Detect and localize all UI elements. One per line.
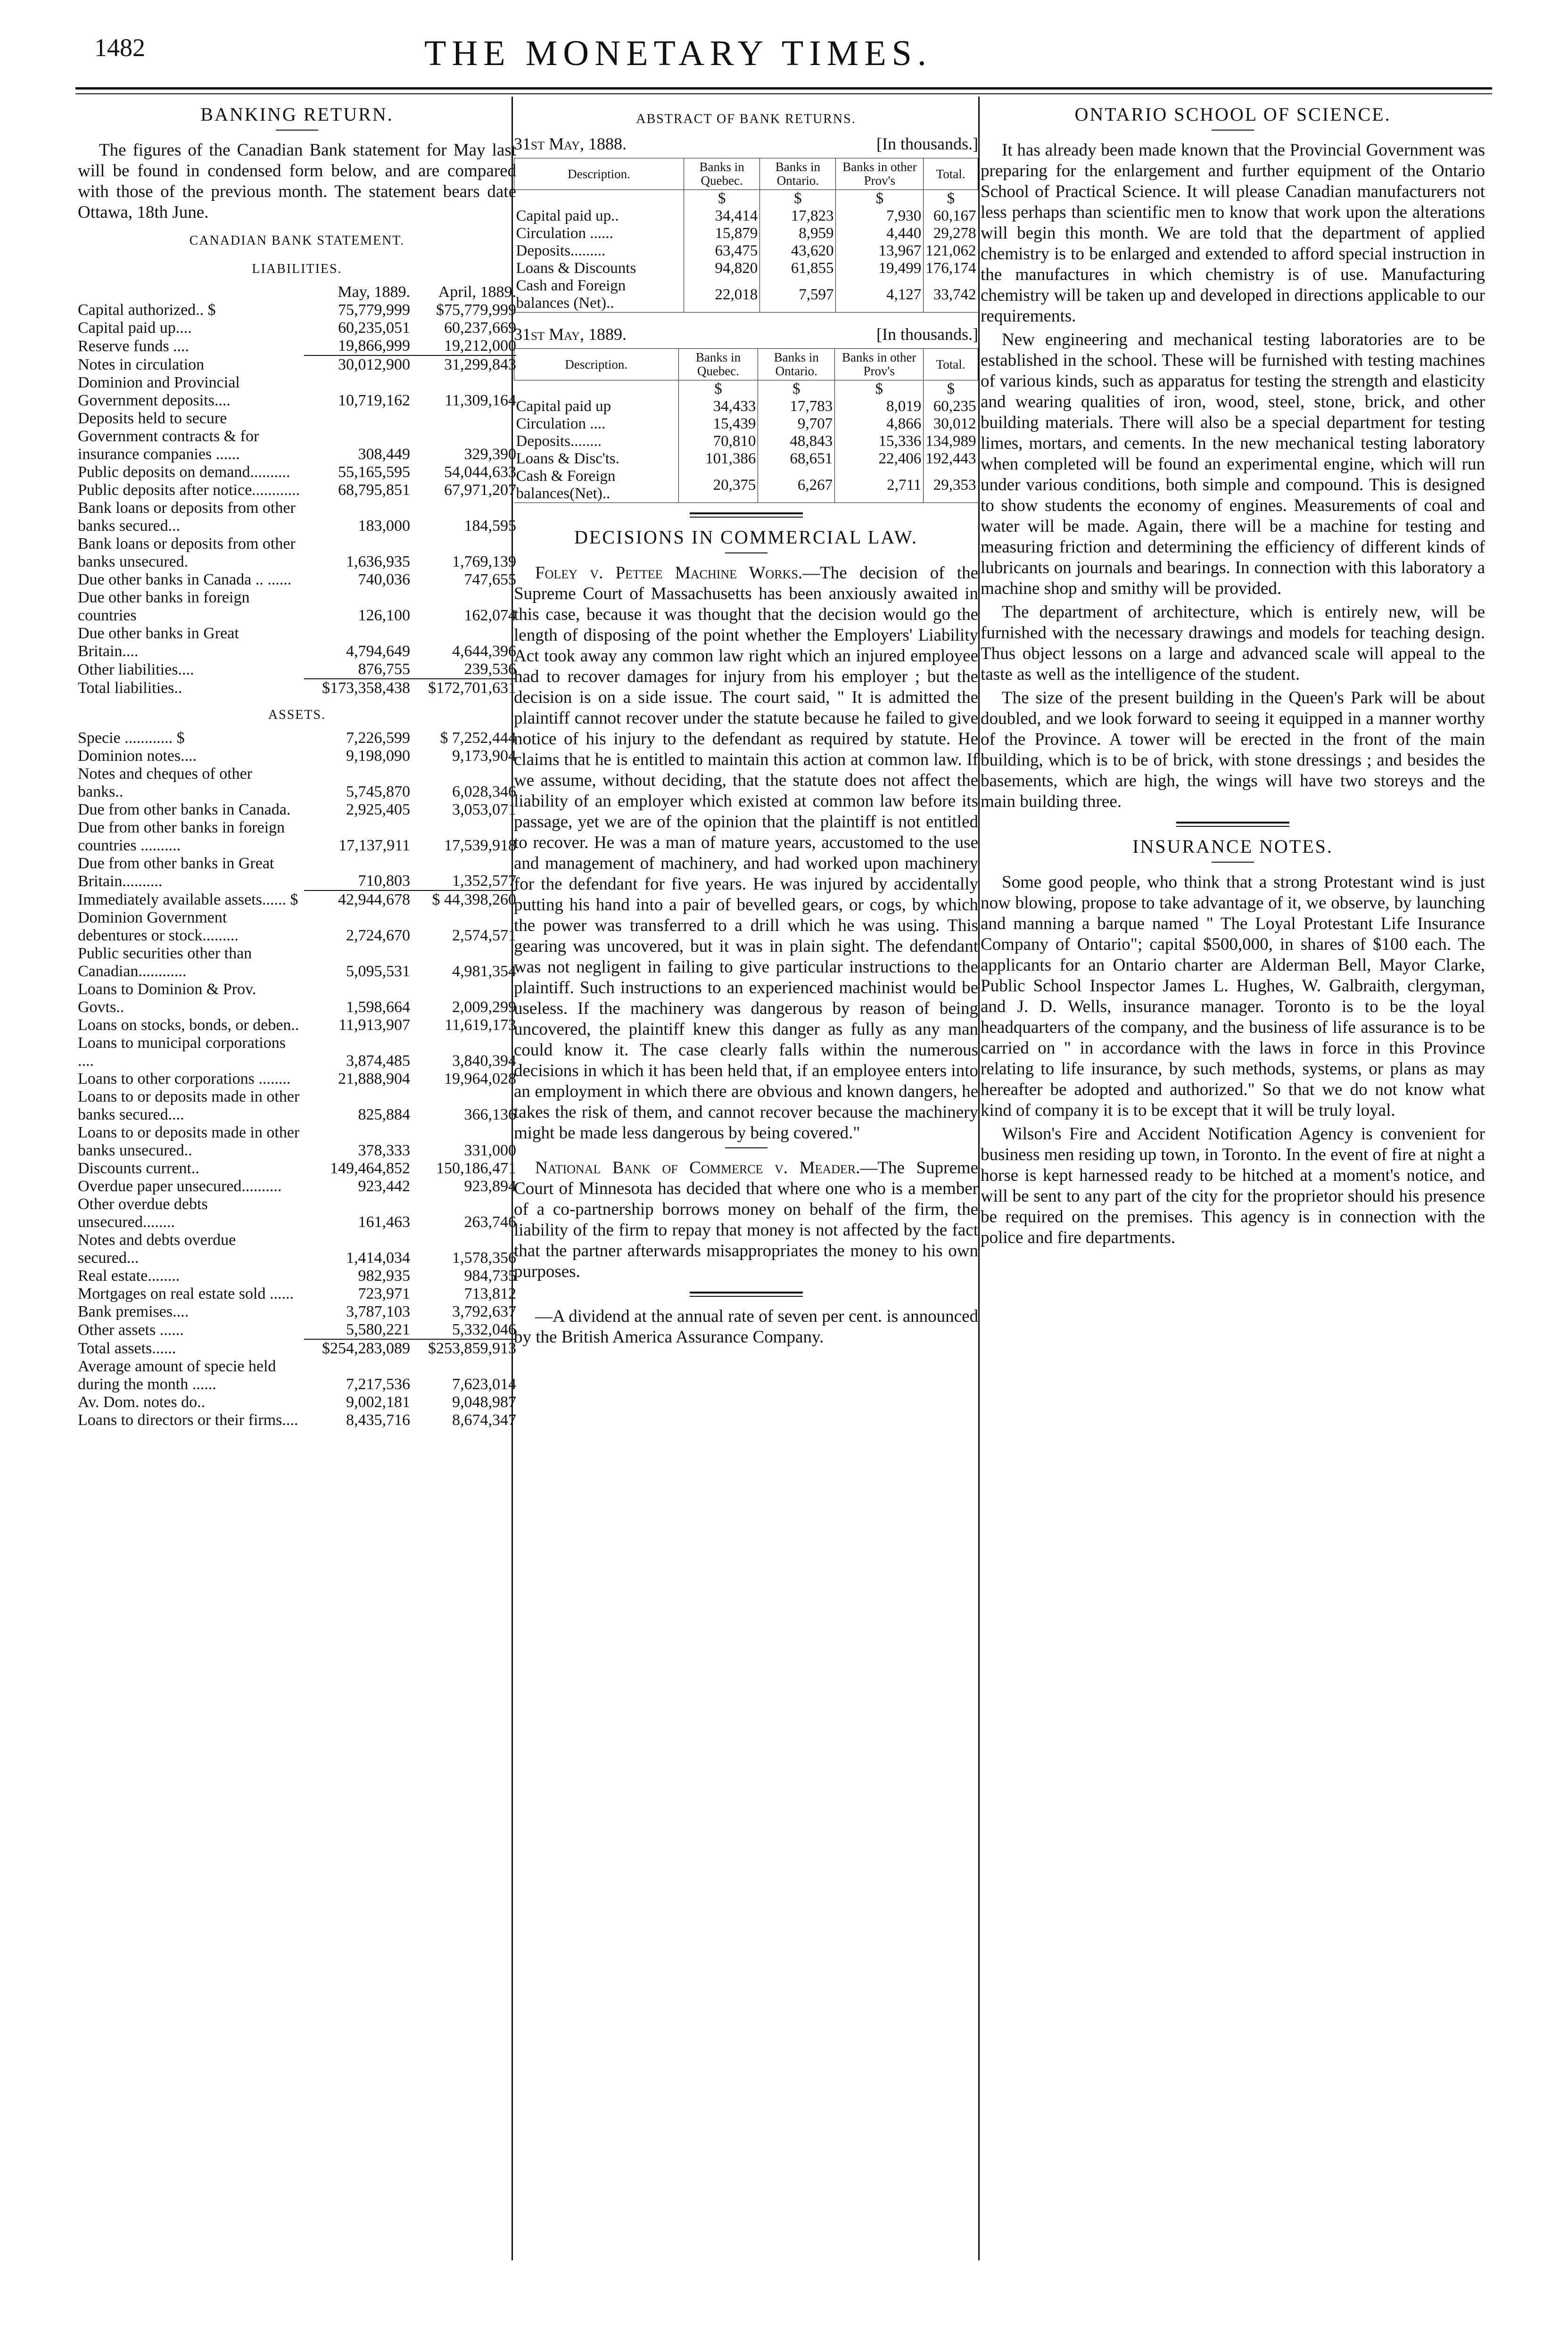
may-value: 17,137,911: [338, 837, 410, 854]
insurance-title: INSURANCE NOTES.: [1132, 836, 1333, 857]
may-value: 9,002,181: [346, 1393, 410, 1411]
abstract-description: Deposits........: [516, 433, 602, 450]
row-label: Public deposits after notice............: [78, 481, 300, 499]
may-value: 126,100: [358, 607, 410, 624]
abstract-value: 8,019: [835, 398, 924, 415]
abstract-column-header: Banks in Ontario.: [760, 158, 836, 190]
april-value: 1,769,139: [452, 553, 516, 570]
unit-cell: $: [836, 190, 924, 208]
row-label: Deposits held to secure Government contracts & for insurance companies ......: [78, 410, 259, 463]
abstract-row: [514, 468, 978, 503]
liability-row: [78, 571, 516, 589]
banking-return-intro: The figures of the Canadian Bank statement for May last will be found in condensed form below, and are compared with those of the previous month. The statement bears date Ottawa, 18th June.: [78, 140, 516, 222]
abstract-1888-table: [514, 158, 978, 313]
april-value: 162,074: [464, 607, 516, 624]
abstract-value: 4,440: [836, 225, 924, 242]
abstract-1888-date-row: [514, 133, 978, 154]
may-value: 5,580,221: [346, 1321, 410, 1338]
may-value: 723,971: [358, 1285, 410, 1302]
asset-row: [78, 1231, 516, 1267]
row-label: Total assets......: [78, 1340, 176, 1357]
may-value: 149,464,852: [330, 1160, 410, 1177]
may-value: 42,944,678: [304, 890, 410, 909]
unit-cell: $: [678, 380, 758, 398]
abstract-value: 134,989: [924, 433, 978, 450]
may-value: 30,012,900: [304, 355, 410, 374]
abstract-1888-date: 31st May, 1888.: [514, 134, 627, 153]
row-label: Public deposits on demand..........: [78, 463, 290, 481]
liability-row: [78, 660, 516, 679]
asset-row: [78, 855, 516, 890]
asset-row: [78, 1303, 516, 1321]
section-rule: [690, 512, 803, 518]
case-1: [514, 563, 978, 1144]
asset-row: [78, 1088, 516, 1124]
asset-row: [78, 909, 516, 945]
liabilities-table: [78, 283, 516, 697]
may-value: 183,000: [358, 517, 410, 535]
abstract-title: ABSTRACT OF BANK RETURNS.: [636, 112, 856, 126]
unit-cell: $: [924, 380, 978, 398]
abstract-1888-note: [In thousands.]: [876, 134, 978, 153]
abstract-row: [514, 433, 978, 450]
may-value: 923,442: [358, 1178, 410, 1195]
row-label: Specie ............ $: [78, 729, 185, 747]
april-value: 17,539,918: [444, 837, 516, 854]
abstract-column-header: Total.: [924, 349, 978, 380]
may-value: 378,333: [358, 1142, 410, 1159]
may-value: 982,935: [358, 1267, 410, 1285]
abstract-value: 29,278: [924, 225, 978, 242]
capital-row: [78, 319, 516, 337]
may-value: 21,888,904: [338, 1070, 410, 1087]
decisions-title: DECISIONS IN COMMERCIAL LAW.: [574, 527, 918, 548]
assets-title: ASSETS.: [268, 708, 326, 722]
unit-cell: $: [758, 380, 835, 398]
abstract-value: 34,414: [684, 207, 760, 225]
may-value: 1,414,034: [346, 1249, 410, 1267]
row-label: Notes and debts overdue secured...: [78, 1231, 236, 1267]
asset-row: [78, 945, 516, 980]
april-value: 5,332,046: [452, 1321, 516, 1338]
row-label: Immediately available assets...... $: [78, 891, 298, 908]
may-value: 9,198,090: [346, 747, 410, 765]
asset-row: [78, 1321, 516, 1339]
abstract-row: [514, 415, 978, 433]
unit-cell: $: [760, 190, 836, 208]
april-value: 331,000: [464, 1142, 516, 1159]
april-value: 923,894: [464, 1178, 516, 1195]
section-rule: [690, 1292, 803, 1297]
liability-row: [78, 374, 516, 410]
total-liabilities-row: Total liabilities.. $173,358,438 $172,701,631: [78, 679, 516, 697]
row-label: Discounts current..: [78, 1160, 199, 1177]
banking-return-column: [78, 101, 516, 1429]
asset-row: [78, 819, 516, 855]
april-value: 984,735: [464, 1267, 516, 1285]
banking-return-title: BANKING RETURN.: [200, 104, 394, 125]
abstract-value: 7,597: [760, 277, 836, 313]
dividend-note: —A dividend at the annual rate of seven per cent. is announced by the British America Assurance Company.: [514, 1307, 978, 1347]
case-1-text: —The decision of the Supreme Court of Massachusetts has been anxiously awaited in this case, because it was thought that the decision would go the length of disposing of the point whether the Employers' Liability Act took away any common law right which an injured employee had to recover damages for injury from his employer ; but the decision is on a side issue. The court said, " It is admitted the plaintiff cannot recover under the statute because he failed to give notice of his injury to the defendant as required by statute. He claims that he is entitled to maintain this action at common law. If we assume, without deciding, that the statute does not affect the liability of an employer which existed at common law before its passage, yet we are of the opinion that the plaintiff is not entitled to recover. He was a man of mature years, accustomed to the use and management of machinery, and had worked upon machinery for the defendant for five years. He was injured by accidentally putting his hand into a pair of bevelled gears, or cogs, by which the power was transferred to a drill which he was using. This gearing was uncovered, but it was in plain sight. The defendant was not negligent in failing to give particular instructions to the plaintiff. Such instructions to an experienced machinist would be useless. If the machinery was dangerous by reason of being uncovered, the plaintiff knew this danger as fully as any man could know it. The case clearly falls within the numerous decisions in which it has been held that, if an employee enters into an employment in which there are obvious and known dangers, he takes the risk of them, and cannot recover because the machinery might be made less dangerous by being covered.": [514, 563, 978, 1143]
april-value: 4,644,396: [452, 643, 516, 660]
liability-row: [78, 355, 516, 374]
row-label: Due other banks in Great Britain....: [78, 625, 239, 660]
insurance-paragraph: Wilson's Fire and Accident Notification Agency is convenient for business men residing up town, in Toronto. In the event of fire at night a horse is kept harnessed ready to be hitched at a moment's notice, and will be sent to any part of the city for the proprietor should his presence be required on the premises. This agency is in connection with the police and fire departments.: [981, 1124, 1485, 1247]
may-value: 2,925,405: [346, 801, 410, 818]
abstract-value: 63,475: [684, 242, 760, 260]
unit-cell: [514, 380, 679, 398]
april-value: 8,674,347: [452, 1411, 516, 1429]
abstract-1889-date: 31st May, 1889.: [514, 325, 627, 344]
unit-cell: [514, 190, 684, 208]
asset-row: [78, 1339, 516, 1358]
row-label: Due from other banks in foreign countries ..........: [78, 819, 285, 854]
april-value: 19,964,028: [444, 1070, 516, 1087]
abstract-column: [514, 101, 978, 1351]
liability-row: [78, 499, 516, 535]
abstract-column-header: Total.: [924, 158, 978, 190]
liabilities-title: LIABILITIES.: [252, 262, 342, 276]
asset-row: [78, 801, 516, 819]
row-label: Loans to municipal corporations ....: [78, 1034, 286, 1070]
ontario-column: [981, 101, 1485, 1251]
abstract-value: 121,062: [924, 242, 978, 260]
abstract-description: Loans & Discounts: [516, 260, 636, 277]
asset-row: [78, 1070, 516, 1088]
may-value: 60,235,051: [338, 319, 410, 337]
abstract-value: 33,742: [924, 277, 978, 313]
abstract-column-header: Description.: [514, 349, 679, 380]
abstract-value: 43,620: [760, 242, 836, 260]
abstract-value: 48,843: [758, 433, 835, 450]
may-value: 308,449: [358, 445, 410, 463]
asset-row: [78, 1016, 516, 1034]
unit-cell: $: [924, 190, 978, 208]
may-value: 710,803: [358, 872, 410, 890]
april-value: 329,390: [464, 445, 516, 463]
asset-row: [78, 729, 516, 747]
abstract-value: 20,375: [678, 468, 758, 503]
abstract-row: [514, 225, 978, 242]
asset-row: [78, 1267, 516, 1285]
abstract-value: 9,707: [758, 415, 835, 433]
asset-row: [78, 1285, 516, 1303]
abstract-value: 7,930: [836, 207, 924, 225]
liability-row: [78, 535, 516, 571]
abstract-value: 2,711: [835, 468, 924, 503]
row-label: Other liabilities....: [78, 661, 194, 678]
abstract-value: 60,235: [924, 398, 978, 415]
abstract-row: [514, 450, 978, 468]
asset-row: [78, 1178, 516, 1195]
abstract-description: Cash & Foreign balances(Net)..: [514, 468, 679, 503]
abstract-description: Deposits.........: [516, 242, 606, 259]
abstract-column-header: Banks in Ontario.: [758, 349, 835, 380]
row-label: Dominion Government debentures or stock.........: [78, 909, 239, 944]
april-value: 60,237,669: [444, 319, 516, 337]
abstract-value: 13,967: [836, 242, 924, 260]
may-value: 8,435,716: [346, 1411, 410, 1429]
april-value: 3,053,071: [452, 801, 516, 818]
liability-row: [78, 589, 516, 625]
masthead: THE MONETARY TIMES.: [424, 33, 932, 73]
april-value: 366,136: [464, 1106, 516, 1123]
april-value: 11,309,164: [445, 392, 516, 409]
insurance-paragraph: Some good people, who think that a strong Protestant wind is just now blowing, propose to take advantage of it, we observe, by launching and manning a barque named " The Loyal Protestant Life Insurance Company of Ontario"; capital $500,000, in shares of $100 each. The applicants for an Ontario charter are Alderman Bell, Mayor Clarke, Public School Inspector James L. Hughes, W. Galbraith, clergyman, and J. D. Wells, insurance manager. Toronto is to be the loyal headquarters of the company, and the business of life assurance is to be carried on " in accordance with the laws in force in this Province relating to life insurance, by such methods, systems, or plans as may hereafter be adopted and authorized." So that we do not know what kind of company it is to be except that it will be truly loyal.: [981, 873, 1485, 1120]
column-rule: [978, 97, 980, 2260]
abstract-value: 192,443: [924, 450, 978, 468]
april-value: $253,859,913: [410, 1339, 516, 1358]
abstract-1889-note: [In thousands.]: [876, 325, 978, 344]
april-value: $ 44,398,260: [410, 890, 516, 909]
abstract-description: Capital paid up: [516, 398, 611, 415]
row-label: Dominion and Provincial Government deposits....: [78, 374, 240, 409]
abstract-row: [514, 277, 978, 313]
may-value: 11,913,907: [338, 1016, 410, 1034]
unit-row: [514, 190, 978, 208]
may-value: 55,165,595: [338, 463, 410, 481]
row-label: Average amount of specie held during the month ......: [78, 1358, 276, 1393]
may-value: $254,283,089: [304, 1339, 410, 1358]
april-value: 184,595: [464, 517, 516, 535]
abstract-value: 15,336: [835, 433, 924, 450]
asset-row: [78, 890, 516, 909]
assets-table: [78, 729, 516, 1429]
may-value: 1,598,664: [346, 998, 410, 1016]
row-label: Notes and cheques of other banks..: [78, 765, 253, 800]
abstract-value: 17,823: [760, 207, 836, 225]
row-label: Other assets ......: [78, 1321, 184, 1339]
abstract-description: Capital paid up..: [516, 207, 619, 224]
april-value: 6,028,346: [452, 783, 516, 800]
unit-cell: $: [684, 190, 760, 208]
may-value: 10,719,162: [338, 392, 410, 409]
section-rule: [1212, 862, 1254, 863]
row-label: Capital authorized.. $: [78, 301, 216, 319]
april-value: 67,971,207: [444, 481, 516, 499]
april-value: 9,048,987: [452, 1393, 516, 1411]
page-number: 1482: [94, 33, 145, 62]
may-value: 5,095,531: [346, 963, 410, 980]
abstract-value: 34,433: [678, 398, 758, 415]
row-label: Loans to Dominion & Prov. Govts..: [78, 980, 256, 1016]
may-value: 19,866,999: [338, 337, 410, 354]
april-value: 2,574,571: [452, 927, 516, 944]
abstract-value: 94,820: [684, 260, 760, 277]
abstract-value: 4,127: [836, 277, 924, 313]
row-label: Real estate........: [78, 1267, 180, 1285]
capital-row: [78, 301, 516, 319]
case-2: [514, 1158, 978, 1282]
row-label: Overdue paper unsecured..........: [78, 1178, 282, 1195]
row-label: Due from other banks in Great Britain..........: [78, 855, 274, 890]
april-value: 54,044,633: [444, 463, 516, 481]
april-value: $75,779,999: [436, 301, 516, 319]
abstract-value: 22,406: [835, 450, 924, 468]
row-label: Bank loans or deposits from other banks secured...: [78, 499, 296, 535]
abstract-value: 8,959: [760, 225, 836, 242]
section-rule: [276, 130, 318, 131]
may-value: 161,463: [358, 1213, 410, 1231]
asset-row: [78, 747, 516, 765]
april-value: 3,792,637: [452, 1303, 516, 1320]
april-value: 3,840,394: [452, 1052, 516, 1070]
abstract-value: 15,879: [684, 225, 760, 242]
row-label: Loans to directors or their firms....: [78, 1411, 298, 1429]
row-label: Capital paid up....: [78, 319, 192, 337]
header-rule-thin: [75, 93, 1492, 94]
may-value: 75,779,999: [338, 301, 410, 319]
col-april: April, 1889.: [438, 283, 516, 301]
abstract-value: 60,167: [924, 207, 978, 225]
april-value: 7,623,014: [452, 1376, 516, 1393]
may-value: 3,874,485: [346, 1052, 410, 1070]
april-value: 1,352,577: [452, 872, 516, 890]
abstract-column-header: Description.: [514, 158, 684, 190]
header-rule: [75, 87, 1492, 90]
capital-row: [78, 337, 516, 355]
ontario-paragraph: The size of the present building in the Queen's Park will be about doubled, and we look forward to seeing it equipped in a manner worthy of the Province. A tower will be erected in the front of the main building, which is to be of brick, with stone dressings ; and besides the basements, which are high, the wings will have two storeys and the main building three.: [981, 688, 1485, 811]
abstract-description: Circulation ....: [516, 415, 606, 432]
abstract-description: Loans & Disc'ts.: [516, 450, 620, 467]
row-label: Other overdue debts unsecured........: [78, 1195, 208, 1231]
april-value: 1,578,356: [452, 1249, 516, 1267]
row-label: Bank premises....: [78, 1303, 189, 1320]
row-label: Public securities other than Canadian............: [78, 945, 252, 980]
asset-row: [78, 1160, 516, 1178]
abstract-row: [514, 242, 978, 260]
abstract-column-header: Banks in other Prov's: [836, 158, 924, 190]
row-label: Bank loans or deposits from other banks unsecured.: [78, 535, 296, 570]
asset-row: [78, 1195, 516, 1231]
april-value: 31,299,843: [410, 355, 516, 374]
may-value: 2,724,670: [346, 927, 410, 944]
statement-title: CANADIAN BANK STATEMENT.: [189, 233, 405, 248]
row-label: Notes in circulation: [78, 356, 205, 373]
april-value: 19,212,000: [444, 337, 516, 354]
ontario-paragraph: New engineering and mechanical testing laboratories are to be established in the school. These will be furnished with testing machines of various kinds, such as apparatus for testing the strength and elasticity and wearing qualities of iron, wood, steel, stone, brick, and other building materials. There will also be a special department for testing limes, mortars, and cements. In the new mechanical testing laboratory when completed will be found an experimental engine, which will run under various conditions, both simple and compound. This is designed to show students the economy of engines. Measurements of coal and water will be made. Again, there will be a machine for testing and measuring friction and determining the efficiency of different kinds of lubricants on journals and bearings. In connection with this laboratory a machine shop and smithy will be provided.: [981, 330, 1485, 598]
april-value: 4,981,354: [452, 963, 516, 980]
section-rule: [1212, 130, 1254, 131]
section-rule: [1176, 822, 1289, 827]
abstract-column-header: Banks in Quebec.: [678, 349, 758, 380]
april-value: 2,009,299: [452, 998, 516, 1016]
abstract-value: 101,386: [678, 450, 758, 468]
ontario-paragraph: It has already been made known that the Provincial Government was preparing for the enlargement and further equipment of the Ontario School of Practical Science. It will please Canadian manufacturers not less perhaps than scientific men to know that work upon the alterations will begin this month. We are told that the department of applied chemistry is to be enlarged and extended to afford special instruction in the manufactures in which chemistry is of use. Manufacturing chemistry will be taken up and developed in directions applicable to our requirements.: [981, 140, 1485, 326]
abstract-value: 68,651: [758, 450, 835, 468]
unit-row: [514, 380, 978, 398]
row-label: Due from other banks in Canada.: [78, 801, 291, 818]
abstract-column-header: Banks in Quebec.: [684, 158, 760, 190]
abstract-value: 29,353: [924, 468, 978, 503]
abstract-value: 4,866: [835, 415, 924, 433]
row-label: Reserve funds ....: [78, 338, 190, 355]
abstract-value: 15,439: [678, 415, 758, 433]
row-label: Loans on stocks, bonds, or deben..: [78, 1016, 299, 1034]
april-value: $ 7,252,444: [440, 729, 516, 747]
abstract-value: 19,499: [836, 260, 924, 277]
may-value: 1,636,935: [346, 553, 410, 570]
section-rule: [725, 1147, 767, 1148]
april-value: 9,173,904: [452, 747, 516, 765]
abstract-value: 6,267: [758, 468, 835, 503]
row-label: Loans to or deposits made in other banks secured....: [78, 1088, 300, 1123]
row-label: Mortgages on real estate sold ......: [78, 1285, 294, 1302]
abstract-1889-table: [514, 348, 978, 503]
abstract-value: 176,174: [924, 260, 978, 277]
may-value: 4,794,649: [346, 643, 410, 660]
row-label: Due other banks in foreign countries: [78, 589, 250, 624]
ontario-paragraph: The department of architecture, which is entirely new, will be furnished with the necessary drawings and models for teaching design. Thus object lessons on a large and advanced scale will appeal to the taste as well as the intelligence of the student.: [981, 602, 1485, 684]
asset-row: [78, 1411, 516, 1429]
april-value: 239,536: [464, 660, 516, 678]
may-value: 5,745,870: [346, 783, 410, 800]
april-value: 11,619,173: [445, 1016, 516, 1034]
row-label: Loans to other corporations ........: [78, 1070, 291, 1087]
may-value: 7,217,536: [346, 1376, 410, 1393]
asset-row: [78, 1393, 516, 1411]
asset-row: [78, 765, 516, 801]
april-value: 713,812: [464, 1285, 516, 1302]
liability-row: [78, 481, 516, 499]
april-value: 150,186,471: [436, 1160, 516, 1177]
asset-row: [78, 1358, 516, 1393]
abstract-row: [514, 260, 978, 277]
may-value: 7,226,599: [346, 729, 410, 747]
may-value: 825,884: [358, 1106, 410, 1123]
abstract-value: 17,783: [758, 398, 835, 415]
column-header-row: [78, 283, 516, 301]
abstract-value: 70,810: [678, 433, 758, 450]
asset-row: [78, 980, 516, 1016]
row-label: Loans to or deposits made in other banks unsecured..: [78, 1124, 300, 1159]
abstract-column-header: Banks in other Prov's: [835, 349, 924, 380]
april-value: 263,746: [464, 1213, 516, 1231]
row-label: Due other banks in Canada .. ......: [78, 571, 292, 588]
row-label: Dominion notes....: [78, 747, 197, 765]
liability-row: [78, 463, 516, 481]
may-value: 3,787,103: [346, 1303, 410, 1320]
case-1-name: Foley v. Pettee Machine Works.: [535, 563, 803, 583]
abstract-value: 22,018: [684, 277, 760, 313]
case-2-text: —The Supreme Court of Minnesota has decided that where one who is a member of a co-partnership borrows money on behalf of the firm, the liability of the firm to repay that money is not affected by the fact that the partner afterwards misappropriates the money to his own purposes.: [514, 1158, 978, 1281]
col-may: May, 1889.: [338, 283, 410, 301]
abstract-1889-date-row: [514, 324, 978, 345]
abstract-value: 61,855: [760, 260, 836, 277]
abstract-row: [514, 398, 978, 415]
asset-row: [78, 1124, 516, 1160]
may-value: 68,795,851: [338, 481, 410, 499]
unit-cell: $: [835, 380, 924, 398]
abstract-description: Circulation ......: [516, 225, 613, 242]
ontario-title: ONTARIO SCHOOL OF SCIENCE.: [1074, 104, 1391, 125]
liability-row: [78, 625, 516, 660]
asset-row: [78, 1034, 516, 1070]
may-value: 876,755: [358, 660, 410, 678]
abstract-description: Cash and Foreign balances (Net)..: [514, 277, 684, 313]
april-value: 747,655: [464, 571, 516, 588]
abstract-row: [514, 207, 978, 225]
case-2-name: National Bank of Commerce v. Meader.: [535, 1158, 860, 1178]
section-rule: [725, 552, 767, 553]
may-value: 740,036: [358, 571, 410, 588]
liability-row: [78, 410, 516, 463]
row-label: Av. Dom. notes do..: [78, 1393, 206, 1411]
abstract-value: 30,012: [924, 415, 978, 433]
